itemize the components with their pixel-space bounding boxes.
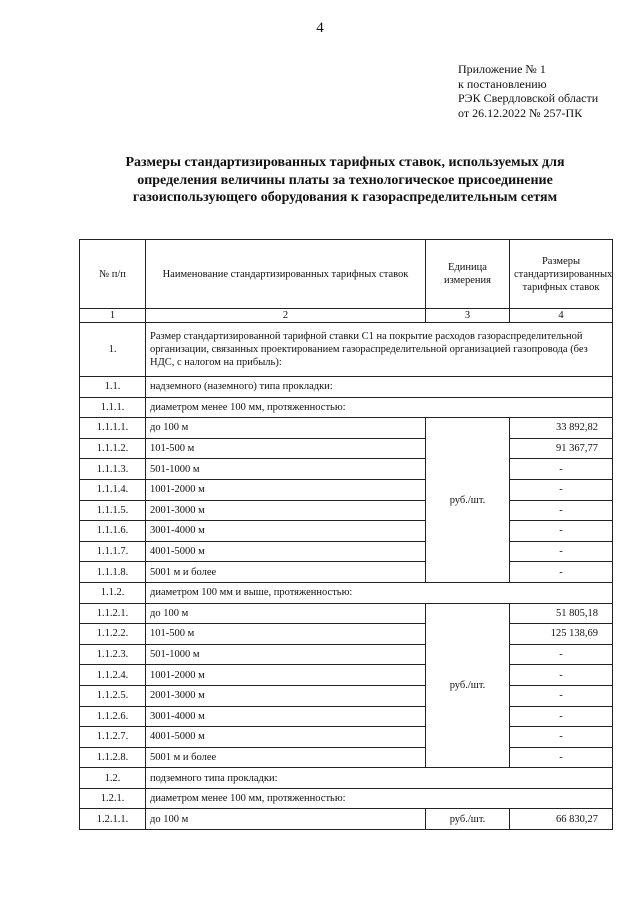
row-number: 1.1.2.2. — [80, 624, 146, 645]
row-value: - — [510, 459, 613, 480]
row-value: 66 830,27 — [510, 809, 613, 830]
table-row — [80, 727, 613, 748]
table-row — [80, 500, 613, 521]
row-number: 1.1.1.6. — [80, 521, 146, 542]
row-name: 501-1000 м — [146, 644, 426, 665]
row-value: - — [510, 541, 613, 562]
appendix-note — [458, 62, 598, 120]
title-line: Размеры стандартизированных тарифных ставок, используемых для — [125, 155, 565, 170]
row-number: 1.1.1.7. — [80, 541, 146, 562]
col-number: 1 — [80, 309, 146, 323]
header-value: Размеры стандартизированных тарифных ставок — [510, 240, 613, 309]
table-row — [80, 479, 613, 500]
row-text: надземного (наземного) типа прокладки: — [146, 377, 613, 398]
appendix-line: Приложение № 1 — [458, 62, 546, 76]
table-row — [80, 438, 613, 459]
document-title — [60, 154, 630, 207]
row-number: 1.1. — [80, 377, 146, 398]
section-row — [80, 768, 613, 789]
row-number: 1.1.1.2. — [80, 438, 146, 459]
row-name: до 100 м — [146, 603, 426, 624]
row-name: 5001 м и более — [146, 562, 426, 583]
table-row — [80, 418, 613, 439]
title-line: определения величины платы за технологическое присоединение — [137, 172, 553, 188]
row-name: 3001-4000 м — [146, 521, 426, 542]
table-row — [80, 323, 613, 377]
row-name: 1001-2000 м — [146, 479, 426, 500]
header-unit: Единица измерения — [426, 240, 510, 309]
section-row — [80, 788, 613, 809]
row-value: 91 367,77 — [510, 438, 613, 459]
table-row — [80, 747, 613, 768]
row-number: 1. — [80, 323, 146, 377]
row-number: 1.1.2.8. — [80, 747, 146, 768]
table-row — [80, 562, 613, 583]
row-number: 1.1.1. — [80, 397, 146, 418]
row-name: 5001 м и более — [146, 747, 426, 768]
table-row — [80, 603, 613, 624]
row-value: - — [510, 500, 613, 521]
unit-cell: руб./шт. — [426, 809, 510, 830]
row-number: 1.2.1. — [80, 788, 146, 809]
col-number: 3 — [426, 309, 510, 323]
row-number: 1.1.1.1. — [80, 418, 146, 439]
row-name: 4001-5000 м — [146, 541, 426, 562]
row-value: - — [510, 521, 613, 542]
row-value: - — [510, 747, 613, 768]
row-value: - — [510, 644, 613, 665]
row-number: 1.1.2.1. — [80, 603, 146, 624]
row-value: - — [510, 562, 613, 583]
header-num: № п/п — [80, 240, 146, 309]
table-row — [80, 644, 613, 665]
table-row — [80, 624, 613, 645]
section-row — [80, 397, 613, 418]
row-name: 2001-3000 м — [146, 500, 426, 521]
table-row — [80, 706, 613, 727]
row-name: 501-1000 м — [146, 459, 426, 480]
title-line: газоиспользующего оборудования к газораспределительным сетям — [132, 190, 558, 205]
row-number: 1.1.2.5. — [80, 685, 146, 706]
table-row — [80, 459, 613, 480]
section-row — [80, 582, 613, 603]
table-row — [80, 685, 613, 706]
table-row — [80, 809, 613, 830]
row-number: 1.1.1.8. — [80, 562, 146, 583]
row-value: - — [510, 665, 613, 686]
row-text: диаметром менее 100 мм, протяженностью: — [146, 397, 613, 418]
row-text: подземного типа прокладки: — [146, 768, 613, 789]
appendix-line: от 26.12.2022 № 257-ПК — [458, 105, 583, 120]
col-number: 2 — [146, 309, 426, 323]
row-text: диаметром 100 мм и выше, протяженностью: — [146, 582, 613, 603]
header-name: Наименование стандартизированных тарифных ставок — [146, 240, 426, 309]
row-number: 1.1.2. — [80, 582, 146, 603]
table-row — [80, 521, 613, 542]
row-name: 1001-2000 м — [146, 665, 426, 686]
row-value: - — [510, 706, 613, 727]
appendix-line: РЭК Свердловской области — [458, 91, 599, 105]
row-number: 1.1.1.4. — [80, 479, 146, 500]
table-header-row — [80, 240, 613, 309]
row-number: 1.2. — [80, 768, 146, 789]
row-number: 1.1.2.4. — [80, 665, 146, 686]
row-value: - — [510, 685, 613, 706]
row-value: 33 892,82 — [510, 418, 613, 439]
row-name: 3001-4000 м — [146, 706, 426, 727]
unit-cell: руб./шт. — [426, 418, 510, 583]
col-number: 4 — [510, 309, 613, 323]
row-text: диаметром менее 100 мм, протяженностью: — [146, 788, 613, 809]
page-number: 4 — [316, 20, 324, 36]
table-row — [80, 541, 613, 562]
row-name: до 100 м — [146, 809, 426, 830]
row-name: 4001-5000 м — [146, 727, 426, 748]
row-name: до 100 м — [146, 418, 426, 439]
section-row — [80, 377, 613, 398]
row-number: 1.1.2.7. — [80, 727, 146, 748]
row-value: - — [510, 479, 613, 500]
row-name: 2001-3000 м — [146, 685, 426, 706]
row-number: 1.1.2.6. — [80, 706, 146, 727]
table-row — [80, 665, 613, 686]
row-number: 1.1.1.5. — [80, 500, 146, 521]
row-number: 1.1.1.3. — [80, 459, 146, 480]
row-number: 1.2.1.1. — [80, 809, 146, 830]
tariff-table — [79, 239, 613, 830]
row-value: 125 138,69 — [510, 624, 613, 645]
row-text: Размер стандартизированной тарифной ставки С1 на покрытие расходов газораспределительной организации, связанных проектированием газораспределительной организацией газопровода (без НДС, с налогом на прибыль): — [146, 323, 613, 377]
appendix-line: к постановлению — [458, 76, 547, 91]
unit-cell: руб./шт. — [426, 603, 510, 768]
row-number: 1.1.2.3. — [80, 644, 146, 665]
row-name: 101-500 м — [146, 438, 426, 459]
row-value: - — [510, 727, 613, 748]
column-number-row — [80, 309, 613, 323]
row-name: 101-500 м — [146, 624, 426, 645]
row-value: 51 805,18 — [510, 603, 613, 624]
